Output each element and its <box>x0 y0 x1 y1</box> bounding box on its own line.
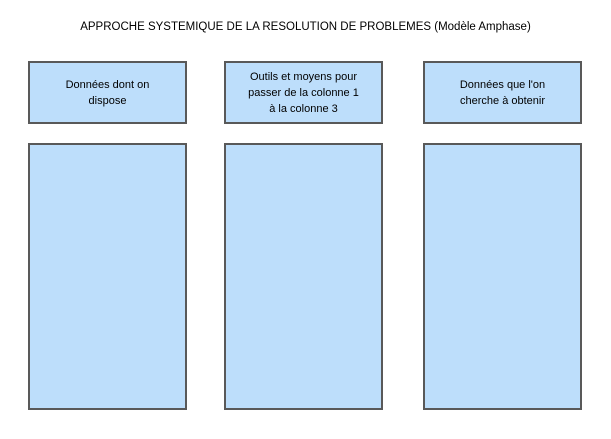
column-2-header-label: Outils et moyens pour passer de la colonne 1 à la colonne 3 <box>248 70 359 115</box>
column-2-body-box <box>224 143 383 410</box>
column-2-header-box <box>224 61 383 124</box>
column-3-body-box <box>423 143 582 410</box>
column-3-header-label: Données que l'on cherche à obtenir <box>459 78 546 107</box>
column-1-header-box <box>28 61 187 124</box>
column-3-header-box <box>423 61 582 124</box>
column-1-header-label: Données dont on dispose <box>65 78 150 107</box>
page-title: APPROCHE SYSTEMIQUE DE LA RESOLUTION DE PROBLEMES (Modèle Amphase) <box>80 21 531 33</box>
column-1-body-box <box>28 143 187 410</box>
